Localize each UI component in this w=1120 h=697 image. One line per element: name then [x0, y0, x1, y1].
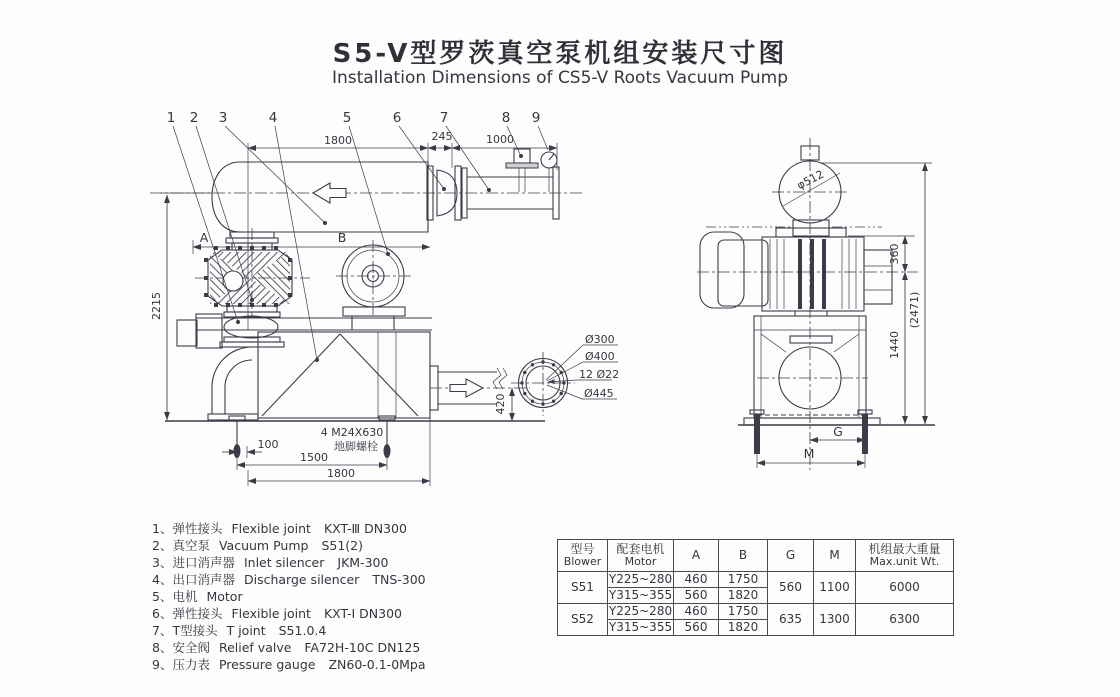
- legend-model: KXT-I DN300: [323, 606, 403, 621]
- legend-en: Pressure gauge: [218, 657, 316, 672]
- callout-3: 3: [218, 110, 228, 126]
- dim-100: 100: [257, 438, 279, 451]
- legend-zh: 安全阀: [172, 640, 210, 655]
- table-row: [558, 604, 954, 620]
- flow-arrow-left: [313, 183, 346, 203]
- flange-dim-445: Ø445: [584, 387, 614, 400]
- silencer-side-box: [754, 311, 868, 418]
- legend-num: 1、: [152, 521, 173, 536]
- legend-num: 4、: [152, 572, 173, 587]
- motor: [342, 245, 405, 330]
- legend-en: T joint: [226, 623, 266, 638]
- dim-label-b: B: [337, 230, 347, 245]
- discharge-elbow: [208, 347, 258, 420]
- page-title-zh: S5-V型罗茨真空泵机组安装尺寸图: [332, 39, 788, 69]
- dim-1440: 1440: [888, 331, 901, 359]
- legend-model: FA72H-10C DN125: [304, 640, 421, 655]
- legend-en: Inlet silencer: [243, 555, 325, 570]
- cell-b: 1820: [719, 588, 768, 604]
- header-a: A: [674, 540, 719, 572]
- flange-dim-300: Ø300: [585, 333, 615, 346]
- legend-en: Relief valve: [218, 640, 292, 655]
- legend-item: [152, 656, 426, 673]
- inlet-pipe-train: [427, 149, 559, 220]
- dim-1800-bottom: 1800: [327, 467, 355, 480]
- side-view: [697, 138, 935, 470]
- callout-leaders: [173, 126, 548, 362]
- legend-zh: T型接头: [172, 623, 218, 638]
- legend-item: [152, 639, 426, 656]
- cell-b: 1750: [719, 572, 768, 588]
- legend-item: [152, 588, 426, 605]
- dim-1800-top: 1800: [324, 134, 352, 147]
- legend-zh: 压力表: [172, 657, 210, 672]
- callout-5: 5: [342, 110, 352, 126]
- cell-blower: S51: [558, 572, 608, 604]
- legend-en: Motor: [206, 589, 243, 604]
- dim-1000: 1000: [486, 133, 514, 146]
- legend-item: [152, 554, 426, 571]
- header-b: B: [719, 540, 768, 572]
- dim-420: 420: [494, 393, 507, 415]
- legend-num: 3、: [152, 555, 173, 570]
- cell-a: 560: [674, 620, 719, 636]
- anchor-bolt-note-2: 地脚螺栓: [334, 440, 378, 453]
- flange-dim-bolts: 12 Ø22: [579, 368, 620, 381]
- legend-num: 9、: [152, 657, 173, 672]
- cell-blower: S52: [558, 604, 608, 636]
- header-blower: 型号 Blower: [558, 540, 608, 572]
- legend-model: ZN60-0.1-0Mpa: [328, 657, 426, 672]
- legend-item: [152, 605, 426, 622]
- dim-245: 245: [431, 130, 453, 143]
- callout-4: 4: [268, 110, 278, 126]
- legend-num: 2、: [152, 538, 173, 553]
- legend-num: 5、: [152, 589, 173, 604]
- legend-num: 6、: [152, 606, 173, 621]
- cell-a: 460: [674, 572, 719, 588]
- legend-zh: 真空泵: [172, 538, 210, 553]
- cell-g: 560: [768, 572, 814, 604]
- cell-b: 1750: [719, 604, 768, 620]
- callout-6: 6: [392, 110, 402, 126]
- legend-zh: 出口消声器: [172, 572, 235, 587]
- callout-1: 1: [166, 110, 176, 126]
- front-view: [150, 149, 585, 458]
- header-m: M: [814, 540, 856, 572]
- legend-num: 8、: [152, 640, 173, 655]
- flange-dim-400: Ø400: [585, 350, 615, 363]
- legend-model: JKM-300: [337, 555, 389, 570]
- cell-b: 1820: [719, 620, 768, 636]
- legend-zh: 进口消声器: [172, 555, 235, 570]
- legend-model: S51.0.4: [278, 623, 327, 638]
- legend-zh: 弹性接头: [172, 606, 223, 621]
- legend-item: [152, 520, 426, 537]
- dim-label-m: M: [803, 446, 815, 461]
- legend-en: Flexible joint: [231, 521, 311, 536]
- dim-label-a: A: [199, 230, 209, 245]
- front-dimensions: [150, 130, 557, 486]
- cell-a: 460: [674, 604, 719, 620]
- cell-weight: 6000: [856, 572, 954, 604]
- legend-en: Flexible joint: [231, 606, 311, 621]
- legend-model: S51(2): [321, 538, 363, 553]
- legend-model: KXT-Ⅲ DN300: [323, 521, 407, 536]
- table-row: [558, 572, 954, 588]
- cell-motor: Y225~280: [608, 603, 673, 618]
- page-title-en: Installation Dimensions of CS5-V Roots Vacuum Pump: [331, 68, 789, 88]
- header-g: G: [768, 540, 814, 572]
- pressure-gauge: [541, 152, 557, 192]
- cell-weight: 6300: [856, 604, 954, 636]
- flow-arrow-right: [450, 379, 483, 397]
- cell-a: 560: [674, 588, 719, 604]
- discharge-flex-joint: [220, 306, 284, 347]
- dim-phi512: φ512: [794, 167, 826, 193]
- anchor-bolt-note-1: 4 M24X630: [320, 426, 384, 439]
- dim-360: 360: [888, 243, 901, 265]
- dim-2471: (2471): [908, 291, 921, 329]
- cell-g: 635: [768, 604, 814, 636]
- callout-7: 7: [439, 110, 449, 126]
- header-motor: 配套电机 Motor: [608, 540, 674, 572]
- legend-item: [152, 537, 426, 554]
- pump-side-view: [700, 228, 892, 311]
- legend-item: [152, 622, 426, 639]
- header-weight: 机组最大重量 Max.unit Wt.: [856, 540, 954, 572]
- legend-zh: 电机: [172, 589, 198, 604]
- cell-m: 1100: [814, 572, 856, 604]
- parts-legend: [152, 520, 426, 673]
- inlet-silencer: [212, 162, 428, 232]
- callout-9: 9: [531, 110, 541, 126]
- pump-bore: [223, 271, 243, 291]
- callout-8: 8: [501, 110, 511, 126]
- legend-num: 7、: [152, 623, 173, 638]
- callout-2: 2: [189, 110, 199, 126]
- cell-m: 1300: [814, 604, 856, 636]
- legend-en: Vacuum Pump: [218, 538, 309, 553]
- cell-motor: Y315~355: [608, 587, 673, 602]
- dim-2215: 2215: [150, 292, 163, 320]
- flange-detail: [511, 333, 619, 416]
- legend-item: [152, 571, 426, 588]
- dim-label-g: G: [833, 424, 843, 439]
- dim-1500: 1500: [300, 451, 328, 464]
- cell-motor: Y225~280: [608, 571, 673, 586]
- spec-table: [557, 539, 954, 636]
- cell-motor: Y315~355: [608, 619, 673, 634]
- legend-model: TNS-300: [372, 572, 426, 587]
- legend-en: Discharge silencer: [243, 572, 360, 587]
- pipe-break: [493, 368, 507, 389]
- legend-zh: 弹性接头: [172, 521, 223, 536]
